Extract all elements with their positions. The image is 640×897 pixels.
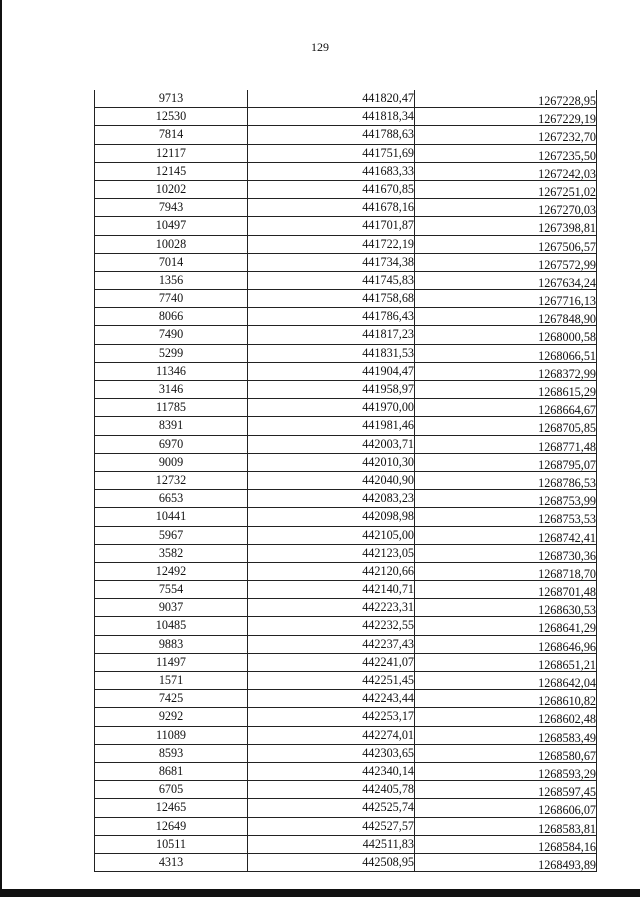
x-coordinate-cell: 441745,83 bbox=[248, 271, 415, 289]
y-coordinate-cell bbox=[415, 690, 597, 708]
y-coordinate-cell bbox=[415, 853, 597, 871]
y-coordinate-cell bbox=[415, 308, 597, 326]
table-row bbox=[95, 744, 597, 762]
point-number-cell: 10441 bbox=[95, 508, 248, 526]
y-coordinate-text: 1268593,29 bbox=[538, 766, 596, 781]
point-number-cell: 11346 bbox=[95, 362, 248, 380]
table-row bbox=[95, 399, 597, 417]
point-number-cell: 12649 bbox=[95, 817, 248, 835]
table-row bbox=[95, 635, 597, 653]
table-row bbox=[95, 617, 597, 635]
y-coordinate-text: 1268584,16 bbox=[538, 839, 596, 854]
y-coordinate-text: 1268615,29 bbox=[538, 385, 596, 399]
point-number-cell: 1356 bbox=[95, 271, 248, 289]
y-coordinate-text: 1268730,36 bbox=[538, 548, 596, 563]
point-number-cell: 7943 bbox=[95, 199, 248, 217]
table-row bbox=[95, 308, 597, 326]
x-coordinate-cell: 442340,14 bbox=[248, 762, 415, 780]
y-coordinate-cell bbox=[415, 344, 597, 362]
y-coordinate-cell bbox=[415, 617, 597, 635]
y-coordinate-text: 1267232,70 bbox=[538, 130, 596, 145]
x-coordinate-cell: 442511,83 bbox=[248, 835, 415, 853]
table-row bbox=[95, 508, 597, 526]
table-row bbox=[95, 271, 597, 289]
point-number-cell: 10485 bbox=[95, 617, 248, 635]
y-coordinate-text: 1268493,89 bbox=[538, 857, 596, 872]
y-coordinate-text: 1267506,57 bbox=[538, 239, 596, 254]
x-coordinate-cell: 442010,30 bbox=[248, 453, 415, 471]
point-number-cell: 7014 bbox=[95, 253, 248, 271]
point-number-cell: 12145 bbox=[95, 162, 248, 180]
table-row bbox=[95, 799, 597, 817]
x-coordinate-cell: 441818,34 bbox=[248, 108, 415, 126]
table-row bbox=[95, 817, 597, 835]
point-number-cell: 10511 bbox=[95, 835, 248, 853]
x-coordinate-cell: 442243,44 bbox=[248, 690, 415, 708]
point-number-cell: 3582 bbox=[95, 544, 248, 562]
point-number-cell: 10497 bbox=[95, 217, 248, 235]
point-number-cell: 11785 bbox=[95, 399, 248, 417]
point-number-cell: 11497 bbox=[95, 653, 248, 671]
point-number-cell: 9292 bbox=[95, 708, 248, 726]
y-coordinate-text: 1268646,96 bbox=[538, 639, 596, 654]
table-row bbox=[95, 490, 597, 508]
y-coordinate-cell bbox=[415, 672, 597, 690]
y-coordinate-cell bbox=[415, 180, 597, 198]
y-coordinate-cell bbox=[415, 162, 597, 180]
table-row bbox=[95, 581, 597, 599]
table-row bbox=[95, 453, 597, 471]
y-coordinate-text: 1268718,70 bbox=[538, 566, 596, 581]
point-number-cell: 12117 bbox=[95, 144, 248, 162]
y-coordinate-cell bbox=[415, 453, 597, 471]
point-number-cell: 6705 bbox=[95, 781, 248, 799]
x-coordinate-cell: 442223,31 bbox=[248, 599, 415, 617]
y-coordinate-cell bbox=[415, 362, 597, 380]
table-row bbox=[95, 108, 597, 126]
y-coordinate-cell bbox=[415, 290, 597, 308]
y-coordinate-cell bbox=[415, 635, 597, 653]
point-number-cell: 9009 bbox=[95, 453, 248, 471]
x-coordinate-cell: 441831,53 bbox=[248, 344, 415, 362]
scan-edge-bottom bbox=[0, 889, 640, 897]
x-coordinate-cell: 442241,07 bbox=[248, 653, 415, 671]
point-number-cell: 6970 bbox=[95, 435, 248, 453]
y-coordinate-cell bbox=[415, 90, 597, 108]
y-coordinate-text: 1268606,07 bbox=[538, 803, 596, 818]
point-number-cell: 10202 bbox=[95, 180, 248, 198]
y-coordinate-text: 1268610,82 bbox=[538, 694, 596, 709]
x-coordinate-cell: 442140,71 bbox=[248, 581, 415, 599]
y-coordinate-text: 1267242,03 bbox=[538, 166, 596, 181]
y-coordinate-text: 1268651,21 bbox=[538, 657, 596, 672]
y-coordinate-cell bbox=[415, 435, 597, 453]
point-number-cell: 3146 bbox=[95, 381, 248, 399]
table-row bbox=[95, 253, 597, 271]
point-number-cell: 10028 bbox=[95, 235, 248, 253]
table-row bbox=[95, 599, 597, 617]
x-coordinate-cell: 442508,95 bbox=[248, 853, 415, 871]
point-number-cell: 6653 bbox=[95, 490, 248, 508]
table-row bbox=[95, 362, 597, 380]
point-number-cell: 8681 bbox=[95, 762, 248, 780]
y-coordinate-cell bbox=[415, 581, 597, 599]
y-coordinate-text: 1268372,99 bbox=[538, 366, 596, 381]
y-coordinate-text: 1268000,58 bbox=[538, 330, 596, 345]
point-number-cell: 11089 bbox=[95, 726, 248, 744]
y-coordinate-text: 1268066,51 bbox=[538, 348, 596, 363]
table-row bbox=[95, 708, 597, 726]
y-coordinate-text: 1268583,49 bbox=[538, 730, 596, 745]
x-coordinate-cell: 441970,00 bbox=[248, 399, 415, 417]
point-number-cell: 4313 bbox=[95, 853, 248, 871]
x-coordinate-cell: 441817,23 bbox=[248, 326, 415, 344]
y-coordinate-text: 1268705,85 bbox=[538, 421, 596, 436]
y-coordinate-cell bbox=[415, 762, 597, 780]
table-row bbox=[95, 162, 597, 180]
y-coordinate-cell bbox=[415, 108, 597, 126]
point-number-cell: 8593 bbox=[95, 744, 248, 762]
y-coordinate-text: 1268771,48 bbox=[538, 439, 596, 454]
y-coordinate-cell bbox=[415, 417, 597, 435]
table-row bbox=[95, 653, 597, 671]
point-number-cell: 8391 bbox=[95, 417, 248, 435]
y-coordinate-cell bbox=[415, 326, 597, 344]
x-coordinate-cell: 441786,43 bbox=[248, 308, 415, 326]
y-coordinate-cell bbox=[415, 253, 597, 271]
y-coordinate-text: 1267251,02 bbox=[538, 184, 596, 199]
x-coordinate-cell: 441701,87 bbox=[248, 217, 415, 235]
point-number-cell: 9713 bbox=[95, 90, 248, 108]
y-coordinate-text: 1268753,99 bbox=[538, 494, 596, 509]
x-coordinate-cell: 442098,98 bbox=[248, 508, 415, 526]
point-number-cell: 5967 bbox=[95, 526, 248, 544]
y-coordinate-text: 1267634,24 bbox=[538, 275, 596, 290]
x-coordinate-cell: 441683,33 bbox=[248, 162, 415, 180]
y-coordinate-cell bbox=[415, 381, 597, 399]
y-coordinate-text: 1268630,53 bbox=[538, 603, 596, 618]
table-row bbox=[95, 199, 597, 217]
y-coordinate-text: 1268786,53 bbox=[538, 475, 596, 490]
table-row bbox=[95, 726, 597, 744]
y-coordinate-cell bbox=[415, 490, 597, 508]
y-coordinate-text: 1267229,19 bbox=[538, 112, 596, 127]
x-coordinate-cell: 442083,23 bbox=[248, 490, 415, 508]
scan-edge-left bbox=[0, 0, 2, 897]
y-coordinate-text: 1267270,03 bbox=[538, 203, 596, 218]
x-coordinate-cell: 442405,78 bbox=[248, 781, 415, 799]
point-number-cell: 1571 bbox=[95, 672, 248, 690]
table-row bbox=[95, 326, 597, 344]
table-row bbox=[95, 835, 597, 853]
table-row bbox=[95, 180, 597, 198]
x-coordinate-cell: 442274,01 bbox=[248, 726, 415, 744]
y-coordinate-text: 1268580,67 bbox=[538, 748, 596, 763]
table-row bbox=[95, 690, 597, 708]
x-coordinate-cell: 442003,71 bbox=[248, 435, 415, 453]
y-coordinate-cell bbox=[415, 217, 597, 235]
y-coordinate-text: 1268597,45 bbox=[538, 785, 596, 800]
coordinates-table-body bbox=[95, 90, 597, 872]
y-coordinate-text: 1268664,67 bbox=[538, 403, 596, 418]
x-coordinate-cell: 441670,85 bbox=[248, 180, 415, 198]
y-coordinate-cell bbox=[415, 653, 597, 671]
x-coordinate-cell: 442123,05 bbox=[248, 544, 415, 562]
table-row bbox=[95, 781, 597, 799]
y-coordinate-text: 1268641,29 bbox=[538, 621, 596, 636]
point-number-cell: 12732 bbox=[95, 471, 248, 489]
y-coordinate-cell bbox=[415, 599, 597, 617]
table-row bbox=[95, 235, 597, 253]
x-coordinate-cell: 442120,66 bbox=[248, 562, 415, 580]
y-coordinate-text: 1268753,53 bbox=[538, 512, 596, 527]
x-coordinate-cell: 442237,43 bbox=[248, 635, 415, 653]
x-coordinate-cell: 442251,45 bbox=[248, 672, 415, 690]
y-coordinate-text: 1267848,90 bbox=[538, 312, 596, 327]
x-coordinate-cell: 442253,17 bbox=[248, 708, 415, 726]
table-row bbox=[95, 90, 597, 108]
coordinates-table bbox=[94, 90, 597, 872]
point-number-cell: 12492 bbox=[95, 562, 248, 580]
y-coordinate-cell bbox=[415, 144, 597, 162]
y-coordinate-cell bbox=[415, 126, 597, 144]
table-row bbox=[95, 417, 597, 435]
y-coordinate-text: 1268642,04 bbox=[538, 676, 596, 690]
y-coordinate-cell bbox=[415, 781, 597, 799]
y-coordinate-text: 1268742,41 bbox=[538, 530, 596, 545]
y-coordinate-cell bbox=[415, 271, 597, 289]
x-coordinate-cell: 441751,69 bbox=[248, 144, 415, 162]
x-coordinate-cell: 441958,97 bbox=[248, 381, 415, 399]
x-coordinate-cell: 442525,74 bbox=[248, 799, 415, 817]
point-number-cell: 7554 bbox=[95, 581, 248, 599]
point-number-cell: 9037 bbox=[95, 599, 248, 617]
y-coordinate-text: 1267398,81 bbox=[538, 221, 596, 236]
table-row bbox=[95, 853, 597, 871]
table-row bbox=[95, 562, 597, 580]
y-coordinate-cell bbox=[415, 744, 597, 762]
table-row bbox=[95, 672, 597, 690]
table-row bbox=[95, 381, 597, 399]
x-coordinate-cell: 441758,68 bbox=[248, 290, 415, 308]
y-coordinate-text: 1268795,07 bbox=[538, 457, 596, 472]
table-row bbox=[95, 762, 597, 780]
point-number-cell: 9883 bbox=[95, 635, 248, 653]
x-coordinate-cell: 442105,00 bbox=[248, 526, 415, 544]
y-coordinate-text: 1267228,95 bbox=[538, 94, 596, 108]
point-number-cell: 7814 bbox=[95, 126, 248, 144]
x-coordinate-cell: 441820,47 bbox=[248, 90, 415, 108]
y-coordinate-cell bbox=[415, 235, 597, 253]
y-coordinate-text: 1268602,48 bbox=[538, 712, 596, 727]
y-coordinate-cell bbox=[415, 199, 597, 217]
table-row bbox=[95, 471, 597, 489]
table-row bbox=[95, 126, 597, 144]
x-coordinate-cell: 441734,38 bbox=[248, 253, 415, 271]
y-coordinate-text: 1268701,48 bbox=[538, 585, 596, 600]
table-row bbox=[95, 290, 597, 308]
y-coordinate-text: 1267716,13 bbox=[538, 294, 596, 309]
x-coordinate-cell: 441678,16 bbox=[248, 199, 415, 217]
point-number-cell: 12530 bbox=[95, 108, 248, 126]
table-row bbox=[95, 344, 597, 362]
y-coordinate-cell bbox=[415, 471, 597, 489]
x-coordinate-cell: 442040,90 bbox=[248, 471, 415, 489]
x-coordinate-cell: 441722,19 bbox=[248, 235, 415, 253]
table-row bbox=[95, 544, 597, 562]
y-coordinate-cell bbox=[415, 799, 597, 817]
y-coordinate-text: 1267235,50 bbox=[538, 148, 596, 163]
point-number-cell: 5299 bbox=[95, 344, 248, 362]
point-number-cell: 12465 bbox=[95, 799, 248, 817]
point-number-cell: 8066 bbox=[95, 308, 248, 326]
y-coordinate-cell bbox=[415, 726, 597, 744]
table-row bbox=[95, 526, 597, 544]
x-coordinate-cell: 441981,46 bbox=[248, 417, 415, 435]
page-number: 129 bbox=[311, 40, 329, 54]
x-coordinate-cell: 441788,63 bbox=[248, 126, 415, 144]
y-coordinate-cell bbox=[415, 817, 597, 835]
y-coordinate-cell bbox=[415, 526, 597, 544]
y-coordinate-cell bbox=[415, 399, 597, 417]
x-coordinate-cell: 441904,47 bbox=[248, 362, 415, 380]
y-coordinate-cell bbox=[415, 562, 597, 580]
point-number-cell: 7490 bbox=[95, 326, 248, 344]
y-coordinate-text: 1268583,81 bbox=[538, 821, 596, 836]
x-coordinate-cell: 442303,65 bbox=[248, 744, 415, 762]
x-coordinate-cell: 442232,55 bbox=[248, 617, 415, 635]
y-coordinate-cell bbox=[415, 508, 597, 526]
y-coordinate-text: 1267572,99 bbox=[538, 257, 596, 272]
table-row bbox=[95, 217, 597, 235]
point-number-cell: 7425 bbox=[95, 690, 248, 708]
table-row bbox=[95, 144, 597, 162]
point-number-cell: 7740 bbox=[95, 290, 248, 308]
y-coordinate-cell bbox=[415, 708, 597, 726]
table-row bbox=[95, 435, 597, 453]
x-coordinate-cell: 442527,57 bbox=[248, 817, 415, 835]
y-coordinate-cell bbox=[415, 835, 597, 853]
y-coordinate-cell bbox=[415, 544, 597, 562]
